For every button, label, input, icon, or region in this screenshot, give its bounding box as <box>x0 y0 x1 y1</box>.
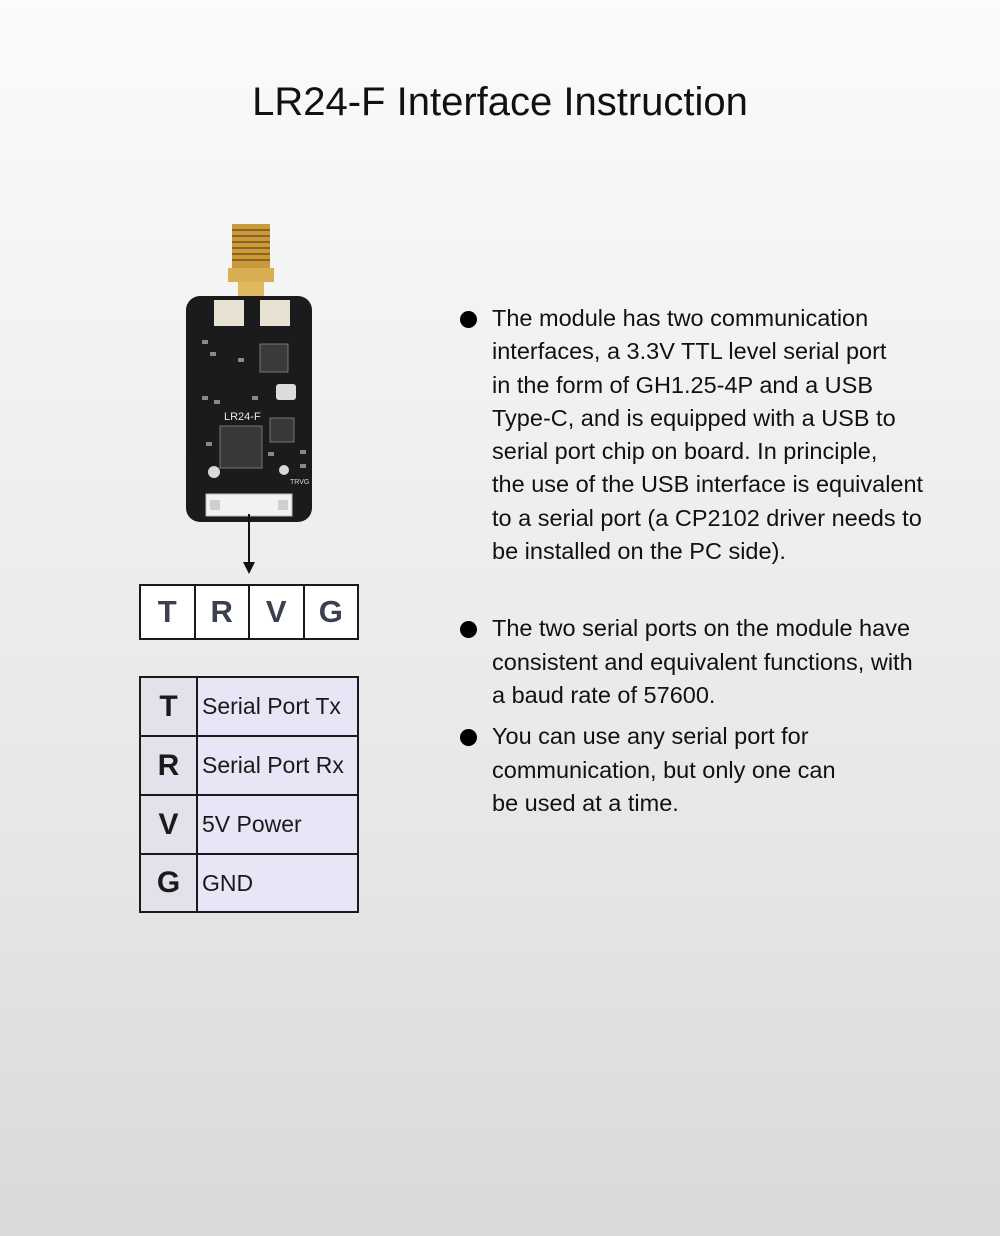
pin-header-cell: V <box>250 586 305 638</box>
pin-header <box>139 584 359 640</box>
down-arrow-icon <box>242 514 256 576</box>
bullet-line: The module has two communication <box>492 305 869 331</box>
table-row <box>141 855 357 911</box>
table-row <box>141 796 357 855</box>
table-row <box>141 678 357 737</box>
pin-header-cell: G <box>318 594 343 629</box>
table-row <box>141 737 357 796</box>
pin-letter: G <box>141 855 198 911</box>
bullet-line: serial port chip on board. In principle, <box>492 438 878 465</box>
pin-function: Serial Port Tx <box>198 678 357 735</box>
pin-header-cell: R <box>196 586 251 638</box>
bullet-icon <box>460 311 477 328</box>
list-item <box>460 720 960 820</box>
pin-function: 5V Power <box>198 796 357 853</box>
pin-header-cell: T <box>141 586 196 638</box>
bullet-line: Type-C, and is equipped with a USB to <box>492 404 896 431</box>
module-label: LR24-F <box>224 411 261 423</box>
bullet-icon <box>460 621 477 638</box>
bullet-line: be used at a time. <box>492 789 679 816</box>
page-title: LR24-F Interface Instruction <box>252 80 748 124</box>
bullet-line: in the form of GH1.25-4P and a USB <box>492 371 873 398</box>
list-item <box>460 612 960 712</box>
pin-function-table <box>139 676 359 913</box>
pin-letter: T <box>141 678 198 735</box>
bullet-line: to a serial port (a CP2102 driver needs to <box>492 504 922 531</box>
pin-function: GND <box>198 855 357 911</box>
bullet-line: You can use any serial port for <box>492 723 809 750</box>
bullet-line: a baud rate of 57600. <box>492 681 716 708</box>
bullet-line: communication, but only one can <box>492 756 836 783</box>
list-item <box>460 302 960 568</box>
bullet-line: consistent and equivalent functions, with <box>492 648 913 675</box>
bullet-line: The two serial ports on the module have <box>492 615 911 642</box>
pin-letter: R <box>141 737 198 794</box>
module-pin-silkscreen: TRVG <box>290 479 310 486</box>
bullet-line: the use of the USB interface is equivalent <box>492 471 924 498</box>
bullet-line: be installed on the PC side). <box>492 538 786 565</box>
pin-letter: V <box>141 796 198 853</box>
instruction-list <box>460 302 960 820</box>
lr24-module-image <box>180 220 320 530</box>
pin-function: Serial Port Rx <box>198 737 357 794</box>
pcb-board <box>186 296 312 522</box>
bullet-icon <box>460 729 477 746</box>
bullet-line: interfaces, a 3.3V TTL level serial port <box>492 338 887 365</box>
